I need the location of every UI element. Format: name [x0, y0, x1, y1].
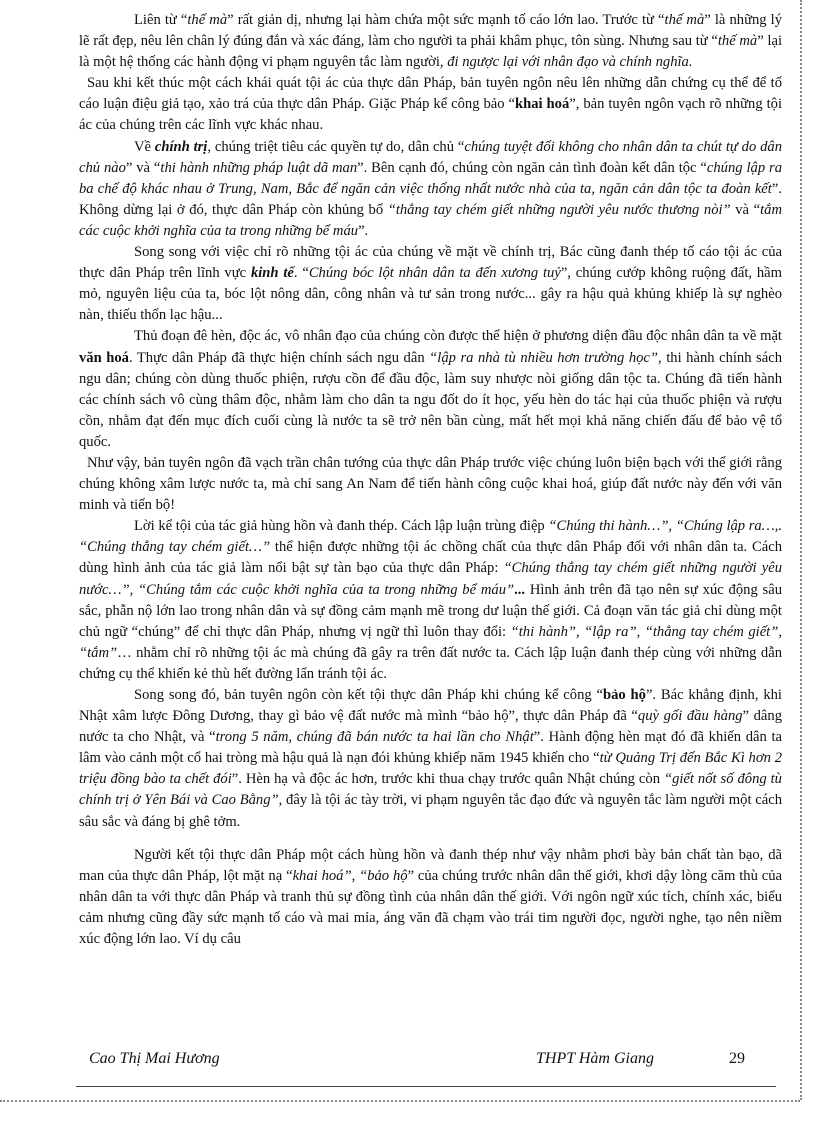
italic-run: “thi hành”, “lập ra”, “thẳng tay chém giết”, “tắm”: [79, 623, 782, 661]
page-border-right: [800, 0, 802, 1100]
italic-run: thi hành những pháp luật dã man: [160, 159, 358, 176]
text-run: ” là những lý lẽ rất đẹp, nêu lên chân lý đúng đắn và xác đáng, làm cho người ta phải khâm phục, tôn sùng. Nhưng sau từ “: [79, 12, 783, 50]
italic-run: thế mà: [187, 12, 228, 28]
italic-run: khai hoá”, “bảo hộ: [292, 867, 408, 884]
body-text: [79, 10, 782, 950]
text-run: và “: [730, 201, 761, 218]
text-run: ” của chúng trước nhân dân thế giới, khơi dậy lòng căm thù của nhân dân ta với thực dân Pháp và tranh thủ sự đồng tình của nhân dân thế giới. Với ngôn ngữ xúc tích, chính xác, biểu cảm nhưng cũng đầy sức mạnh tố cáo và mai mỉa, áng văn đã chạm vào trái tim người đọc, người nghe, tạo nên niềm xúc động lớn lao. Ví dụ câu: [79, 867, 782, 948]
italic-run: “giết nốt số đông tù chính trị ở Yên Bái và Cao Bằng”: [79, 771, 782, 809]
paragraph-5: [79, 326, 782, 453]
italic-run: “thẳng tay chém giết những người yêu nước thương nòi”: [387, 201, 731, 218]
italic-run: “lập ra nhà tù nhiều hơn trường học”: [429, 349, 659, 366]
text-run: . Thực dân Pháp đã thực hiện chính sách ngu dân: [128, 349, 430, 366]
text-run: ” rất giản dị, nhưng lại hàm chứa một sức mạnh tố cáo lớn lao. Trước từ “: [227, 12, 665, 28]
page-border-bottom: [0, 1100, 800, 1102]
paragraph-3: [79, 137, 782, 242]
text-run: ” dâng nước ta cho Nhật, và “: [79, 708, 782, 746]
paragraph-4: [79, 242, 782, 326]
italic-run: “Chúng thẳng tay chém giết những người yêu nước…”, “Chúng tắm các cuộc khởi nghĩa của ta trong những bể máu”: [79, 560, 782, 598]
italic-run: Chúng bóc lột nhân dân ta đến xương tuỷ: [308, 265, 561, 282]
text-run: Về: [134, 138, 155, 155]
text-run: ”. Hèn hạ và độc ác hơn, trước khi thua chạy trước quân Nhật chúng còn: [231, 771, 664, 788]
footer-school: THPT Hàm Giang: [536, 1050, 654, 1067]
text-run: ”. Hành động hèn mạt đó đã khiến dân ta lâm vào cảnh một cổ hai tròng mà hậu quả là nạn đói khủng khiếp năm 1945 khiến cho “: [79, 729, 782, 767]
text-run: … nhằm chỉ rõ những tội ác mà chúng đã gây ra trên đất nước ta. Cách lập luận đanh thép cùng với những dẫn chứng cụ thể khiến kẻ thù hết đường lẩn tránh tội ác.: [79, 644, 782, 682]
text-run: ”, bản tuyên ngôn vạch rõ những tội ác của chúng trên các lĩnh vực khác nhau.: [79, 96, 782, 134]
bold-run: văn hoá: [79, 349, 129, 366]
bold-italic-run: chính trị: [154, 138, 208, 155]
italic-run: “Chúng thi hành…”, “Chúng lập ra…,. “Chúng thẳng tay chém giết…”: [79, 518, 782, 556]
paragraph-9: [79, 845, 782, 950]
page-number: 29: [729, 1050, 745, 1067]
bold-italic-run: kinh tế: [250, 265, 294, 282]
italic-run: đi ngược lại với nhân đạo và chính nghĩa.: [447, 54, 693, 71]
text-run: Liên từ “: [134, 12, 188, 28]
italic-run: thế mà: [664, 12, 705, 28]
text-run: Song song với việc chỉ rõ những tội ác của chúng về mặt về chính trị, Bác cũng đanh thép tố cáo tội ác của thực dân Pháp trên lĩnh vực: [79, 244, 782, 282]
text-run: . “: [293, 265, 309, 282]
paragraph-2: [79, 73, 782, 136]
text-run: ”. Không dừng lại ở đó, thực dân Pháp còn khủng bố: [79, 180, 782, 218]
footer-rule: [76, 1086, 776, 1087]
text-run: Song song đó, bản tuyên ngôn còn kết tội thực dân Pháp khi chúng kể công “: [134, 687, 603, 703]
bold-run: khai hoá: [514, 96, 570, 113]
text-run: , thi hành chính sách ngu dân; chúng còn dùng thuốc phiện, rượu cồn để đầu độc, làm suy nhược nòi giống dân tộc ta. Chúng đã tiến hành các chính sách vô cùng thâm độc, nhằm làm cho dân ta ngu đốt do ít học, yếu hèn do tác hại của thuốc phiện và rượu cồn, nhằm đạt đến mục đích cuối cùng là nước ta sẽ trở nên bần cùng, mất hết mọi khả năng chiến đấu để bảo vệ tổ quốc.: [79, 349, 782, 450]
italic-run: quỳ gối đầu hàng: [637, 708, 743, 725]
italic-run: chúng lập ra ba chế độ khác nhau ở Trung, Nam, Bắc để ngăn cản việc thống nhất nước nhà của ta, ngăn cản dân tộc ta đoàn kết: [79, 159, 782, 197]
text-run: Hình ảnh trên đã tạo nên sự xúc động sâu sắc, phẫn nộ lớn lao trong nhân dân và sự đồng cảm mạnh mẽ trong dư luận thế giới. Cả đoạn văn tác giả chỉ dùng một chủ ngữ “chúng” để chỉ thực dân Pháp, nhưng vị ngữ thì luôn thay đổi:: [79, 581, 782, 640]
page-footer: [79, 1050, 759, 1072]
text-run: ”. Bên cạnh đó, chúng còn ngăn cản tình đoàn kết dân tộc “: [357, 159, 707, 176]
text-run: ” và “: [125, 159, 161, 176]
text-run: Thủ đoạn đê hèn, độc ác, vô nhân đạo của chúng còn được thể hiện ở phương diện đầu độc nhân dân ta về mặt: [134, 328, 782, 345]
italic-run: chúng tuyệt đối không cho nhân dân ta chút tự do dân chủ nào: [79, 138, 782, 176]
text-run: thể hiện được những tội ác chồng chất của thực dân Pháp đối với nhân dân ta. Cách dùng hình ảnh của tác giả làm nổi bật sự tàn bạo của thực dân Pháp:: [79, 539, 782, 577]
bold-run: ...: [514, 581, 526, 598]
text-run: Sau khi kết thúc một cách khái quát tội ác của thực dân Pháp, bản tuyên ngôn nêu lên những dẫn chứng cụ thể để tố cáo luận điệu giả tạo, xảo trá của thực dân Pháp. Giặc Pháp kể công bảo “: [79, 75, 782, 113]
italic-run: trong 5 năm, chúng đã bán nước ta hai lần cho Nhật: [215, 729, 534, 746]
text-run: ”.: [358, 222, 369, 239]
italic-run: tắm các cuộc khởi nghĩa của ta trong những bể máu: [79, 201, 782, 239]
text-run: ” lại là một hệ thống các hành động vi phạm nguyên tắc làm người,: [79, 33, 782, 71]
text-run: Lời kể tội của tác giả hùng hồn và đanh thép. Cách lập luận trùng điệp: [134, 518, 549, 535]
footer-author: Cao Thị Mai Hương: [89, 1050, 220, 1067]
paragraph-6: Như vậy, bản tuyên ngôn đã vạch trần chân tướng của thực dân Pháp trước việc chúng luôn biện bạch với thế giới rằng chúng không xâm lược nước ta, mà chỉ sang An Nam để tiến hành công cuộc khai hoá, giúp đất nước này đến với văn minh và tiến bộ!: [79, 454, 782, 514]
text-run: ”. Bác khẳng định, khi Nhật xâm lược Đông Dương, thay gì bảo vệ đất nước mà mình “bảo hộ”, thực dân Pháp đã “: [79, 687, 782, 725]
italic-run: thế mà: [717, 33, 758, 50]
text-run: Người kết tội thực dân Pháp một cách hùng hồn và đanh thép như vậy nhằm phơi bày bản chất tàn bạo, dã man của thực dân Pháp, lột mặt nạ “: [79, 846, 782, 884]
text-run: , đây là tội ác tày trời, vi phạm nguyên tắc đạo đức và nguyên tắc làm người một cách sâu sắc và đáng bị ghê tởm.: [79, 792, 783, 830]
italic-run: từ Quảng Trị đến Bắc Kì hơn 2 triệu đồng bào ta chết đói: [79, 750, 782, 788]
paragraph-8: [79, 685, 782, 833]
bold-run: bảo hộ: [602, 687, 646, 703]
paragraph-7: [79, 516, 782, 685]
text-run: , chúng triệt tiêu các quyền tự do, dân chủ “: [207, 138, 465, 155]
paragraph-1: [79, 10, 782, 73]
text-run: ”, chúng cướp không ruộng đất, hầm mỏ, nguyên liệu của ta, bóc lột nông dân, công nhân và tư sản trong nước... gây ra hậu quả khủng khiếp là sự nghèo nàn, thiếu thốn lạc hậu...: [79, 265, 783, 324]
